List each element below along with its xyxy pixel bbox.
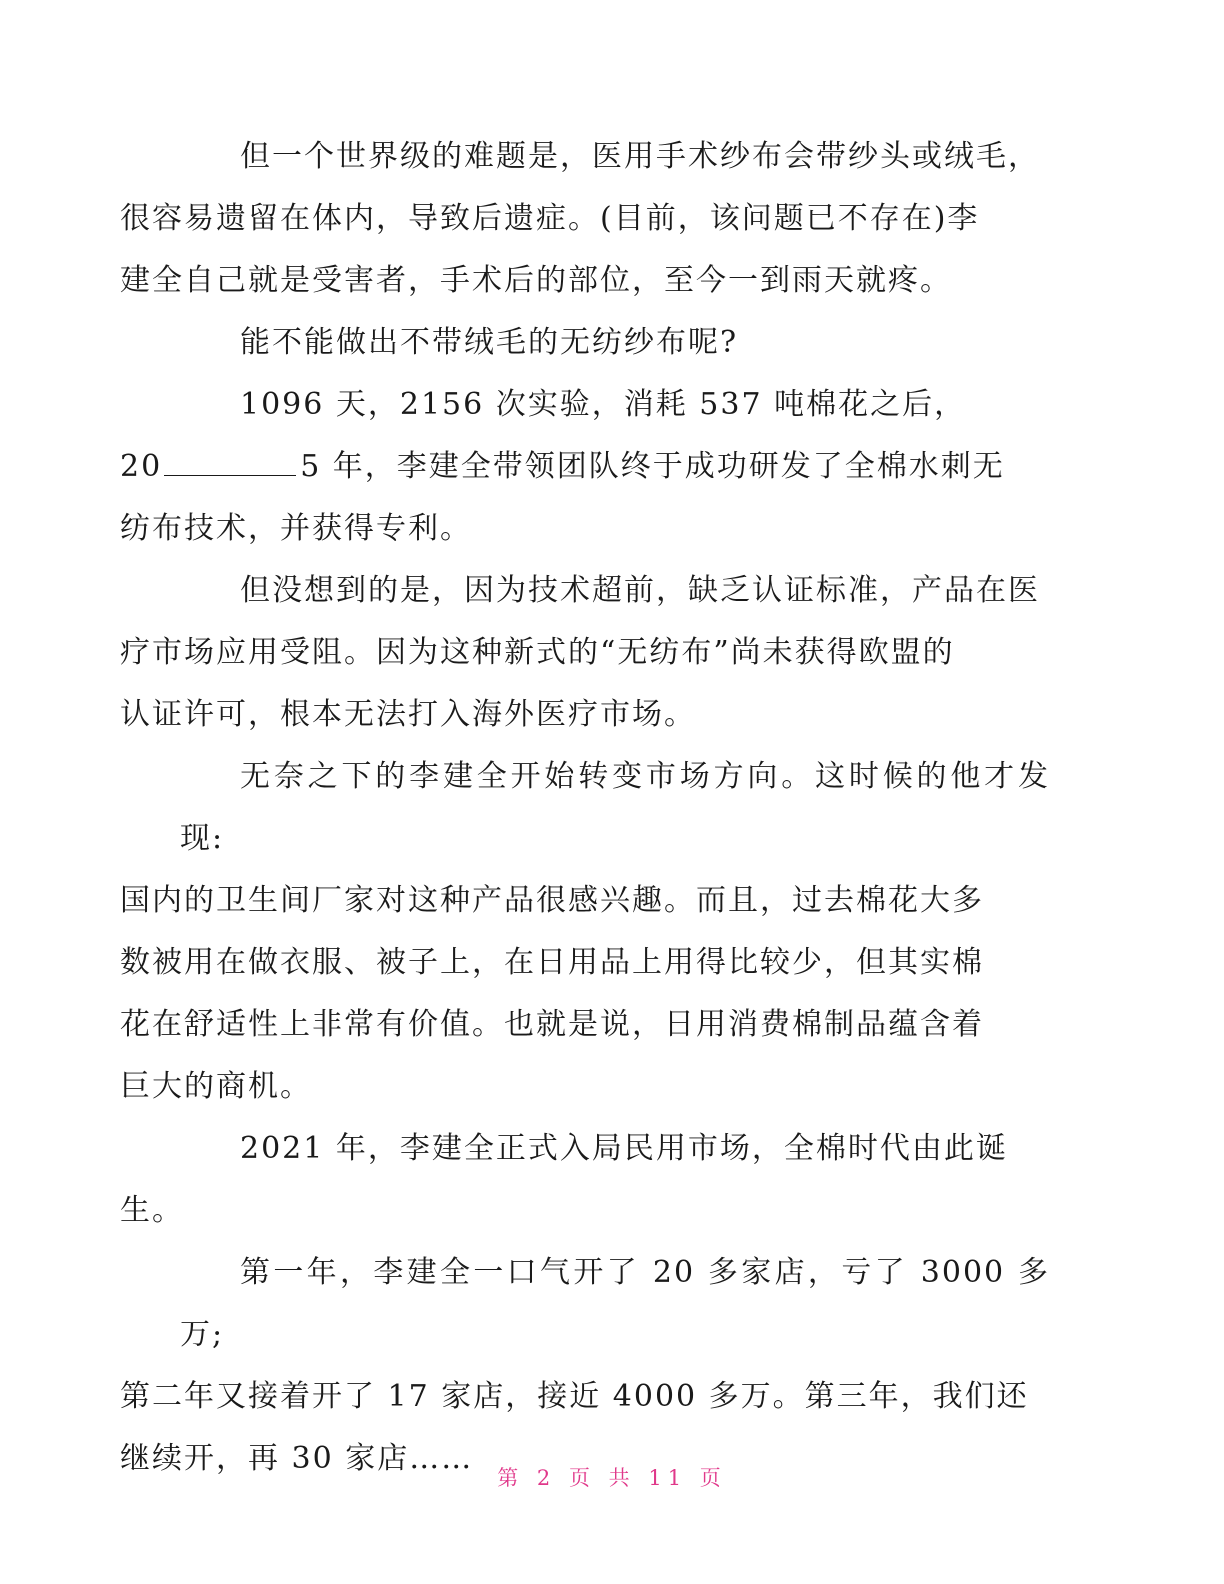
- page-footer: [0, 1462, 1224, 1492]
- paragraph-6: [120, 1118, 1050, 1242]
- paragraph-2: [180, 312, 1050, 374]
- text-line: 第一年，李建全一口气开了 20 多家店，亏了 3000 多万;: [180, 1255, 1050, 1352]
- text-line: 但没想到的是，因为技术超前，缺乏认证标准，产品在医: [240, 573, 1040, 608]
- paragraph-7: [120, 1242, 1050, 1490]
- text-line: 能不能做出不带绒毛的无纺纱布呢?: [240, 325, 739, 360]
- fill-in-blank[interactable]: [164, 451, 296, 476]
- fill-in-prefix: 20: [120, 449, 163, 484]
- text-line: 很容易遗留在体内，导致后遗症。(目前，该问题已不存在)李: [120, 201, 980, 236]
- footer-total-prefix: 共: [608, 1466, 636, 1490]
- text-line: 巨大的商机。: [120, 1069, 312, 1104]
- paragraph-3: [120, 374, 1050, 560]
- footer-total-pages: 11: [648, 1466, 688, 1490]
- text-line: 认证许可，根本无法打入海外医疗市场。: [120, 697, 696, 732]
- footer-label-prefix: 第: [497, 1466, 525, 1490]
- text-line: 1096 天，2156 次实验，消耗 537 吨棉花之后，: [240, 387, 967, 422]
- text-line: 花在舒适性上非常有价值。也就是说，日用消费棉制品蕴含着: [120, 1007, 984, 1042]
- footer-label-suffix: 页: [699, 1466, 727, 1490]
- footer-page-number: 2: [536, 1466, 557, 1490]
- text-line: 继续开，再 30 家店……: [120, 1441, 474, 1476]
- text-line: 疗市场应用受阻。因为这种新式的“无纺布”尚未获得欧盟的: [120, 635, 955, 670]
- text-line: 数被用在做衣服、被子上，在日用品上用得比较少，但其实棉: [120, 945, 984, 980]
- text-line: 建全自己就是受害者，手术后的部位，至今一到雨天就疼。: [120, 263, 952, 298]
- paragraph-5: [120, 746, 1050, 1118]
- text-line: 无奈之下的李建全开始转变市场方向。这时候的他才发现:: [180, 759, 1050, 856]
- text-line: 2021 年，李建全正式入局民用市场，全棉时代由此诞: [240, 1131, 1008, 1166]
- fill-in-line: [120, 436, 1050, 498]
- fill-in-suffix: 5 年，李建全带领团队终于成功研发了全棉水刺无: [300, 449, 1005, 484]
- text-line: 国内的卫生间厂家对这种产品很感兴趣。而且，过去棉花大多: [120, 883, 984, 918]
- paragraph-4: [120, 560, 1050, 746]
- text-line: 生。: [120, 1193, 184, 1228]
- text-line: 第二年又接着开了 17 家店，接近 4000 多万。第三年，我们还: [120, 1379, 1029, 1414]
- document-body: [120, 126, 1050, 1490]
- text-line: 但一个世界级的难题是，医用手术纱布会带纱头或绒毛，: [240, 139, 1040, 174]
- text-line: 纺布技术，并获得专利。: [120, 511, 472, 546]
- paragraph-1: [120, 126, 1050, 312]
- footer-label-mid: 页: [568, 1466, 596, 1490]
